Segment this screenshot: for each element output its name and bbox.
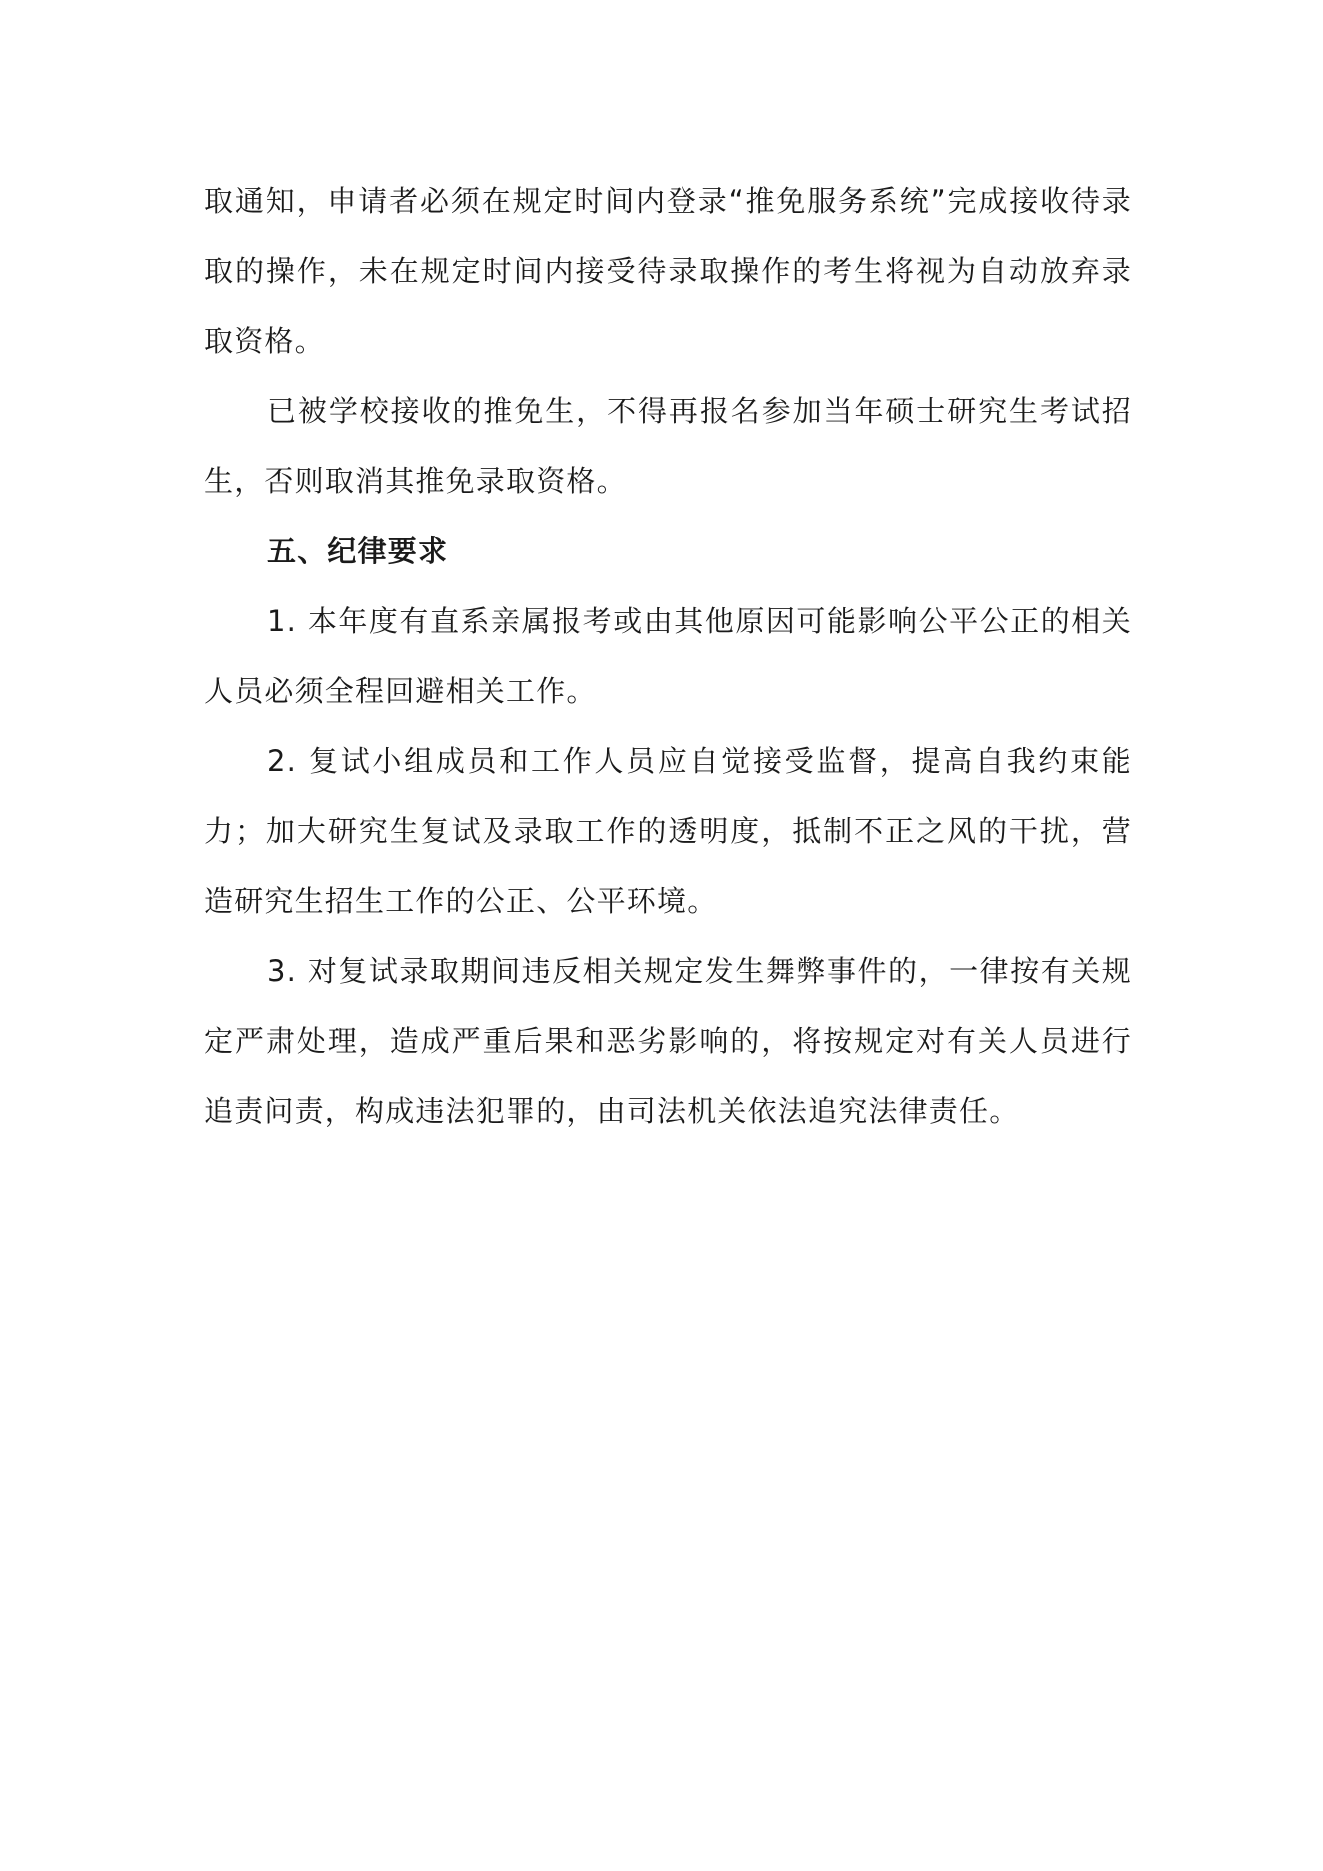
- paragraph-admission-continuation: 取通知，申请者必须在规定时间内登录“推免服务系统”完成接收待录取的操作，未在规定时间内接受待录取操作的考生将视为自动放弃录取资格。: [204, 184, 1132, 358]
- section-heading-discipline: 五、纪律要求: [267, 534, 449, 568]
- paragraph-discipline-item-1: 1. 本年度有直系亲属报考或由其他原因可能影响公平公正的相关人员必须全程回避相关工作。: [204, 604, 1132, 708]
- paragraph-discipline-item-3: 3. 对复试录取期间违反相关规定发生舞弊事件的，一律按有关规定严肃处理，造成严重后果和恶劣影响的，将按规定对有关人员进行追责问责，构成违法犯罪的，由司法机关依法追究法律责任。: [204, 954, 1132, 1128]
- document-body: [204, 166, 1132, 1146]
- paragraph-discipline-item-2: 2. 复试小组成员和工作人员应自觉接受监督，提高自我约束能力；加大研究生复试及录取工作的透明度，抵制不正之风的干扰，营造研究生招生工作的公正、公平环境。: [204, 744, 1132, 918]
- paragraph-exam-restriction: 已被学校接收的推免生，不得再报名参加当年硕士研究生考试招生，否则取消其推免录取资格。: [204, 394, 1132, 498]
